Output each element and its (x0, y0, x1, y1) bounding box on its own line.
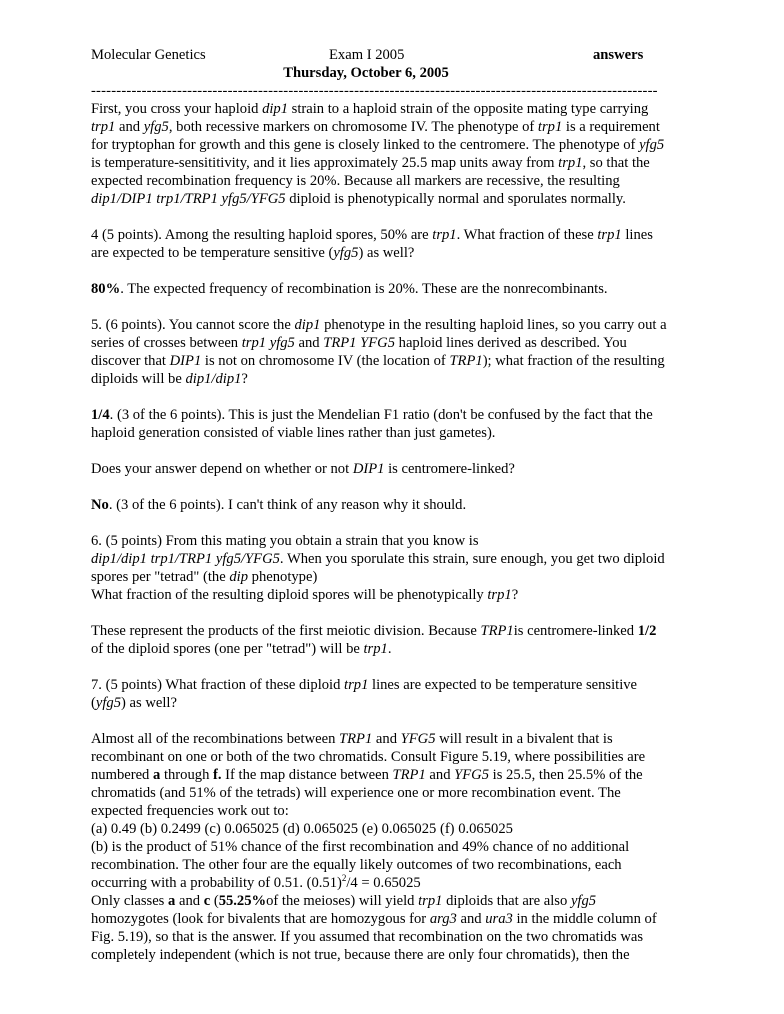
question-5b: Does your answer depend on whether or not DIP1 is centromere-linked? (91, 461, 515, 477)
question-5: 5. (6 points). You cannot score the dip1 phenotype in the resulting haploid lines, so you carry out a series of crosses between trp1 yfg5 and TRP1 YFG5 haploid lines derived as described. You discover that DIP1 is not on chromosome IV (the location of TRP1); what fraction of the resulting diploids will be dip1/dip1? (91, 317, 667, 387)
answer-6: These represent the products of the first meiotic division. Because TRP1is centromere-linked 1/2 of the diploid spores (one per "tetrad") will be trp1. (91, 623, 657, 657)
intro-paragraph: First, you cross your haploid dip1 strain to a haploid strain of the opposite mating type carrying trp1 and yfg5, both recessive markers on chromosome IV. The phenotype of trp1 is a requirement for tryptophan for growth and this gene is closely linked to the centromere. The phenotype of yfg5 is temperature-sensititivity, and it lies approximately 25.5 map units away from trp1, so that the expected recombination frequency is 20%. Because all markers are recessive, the resulting dip1/DIP1 trp1/TRP1 yfg5/YFG5 diploid is phenotypically normal and sporulates normally. (91, 101, 665, 207)
answer-7: Almost all of the recombinations between TRP1 and YFG5 will result in a bivalent that is recombinant on one or both of the two chromatids. Consult Figure 5.19, where possibilities are numbered a through f. If the map distance between TRP1 and YFG5 is 25.5, then 25.5% of the chromatids (and 51% of the tetrads) will experience one or more recombination event. The expected frequencies work out to: (a) 0.49 (b) 0.2499 (c) 0.065025 (d) 0.065025 (e) 0.065025 (f) 0.065025 (b) is the product of 51% chance of the first recombination and 49% chance of no additional recombination. The other four are the equally likely outcomes of two recombinations, each occurring with a probability of 0.51. $(0.51)^2/4 = 0.65025$ Only classes a and c (55.25%of the meioses) will yield trp1 diploids that are also yfg5 homozygotes (look for bivalents that are homozygous for arg3 and ura3 in the middle column of Fig. 5.19), so that is the answer. If you assumed that recombination on the two chromatids was completely independent (which is not true, because there are only four chromatids), then the (91, 731, 657, 963)
answer-5a: 1/4. (3 of the 6 points). This is just the Mendelian F1 ratio (don't be confused by the fact that the haploid generation consisted of viable lines rather than just gametes). (91, 407, 653, 441)
answers-label: answers (593, 47, 644, 63)
question-7: 7. (5 points) What fraction of these diploid trp1 lines are expected to be temperature sensitive (yfg5) as well? (91, 677, 638, 711)
document-header (91, 46, 671, 64)
question-6: 6. (5 points) From this mating you obtain a strain that you know is dip1/dip1 trp1/TRP1 yfg5/YFG5. When you sporulate this strain, sure enough, you get two diploid spores per "tetrad" (the dip phenotype) What fraction of the resulting diploid spores will be phenotypically trp1? (91, 533, 665, 603)
exam-document (91, 46, 671, 964)
answer-5b: No. (3 of the 6 points). I can't think of any reason why it should. (91, 497, 467, 513)
exam-title: Exam I 2005 (329, 47, 405, 63)
frequency-list: (a) 0.49 (b) 0.2499 (c) 0.065025 (d) 0.065025 (e) 0.065025 (f) 0.065025 (91, 821, 513, 837)
answer-4: 80%. The expected frequency of recombination is 20%. These are the nonrecombinants. (91, 281, 608, 297)
question-4: 4 (5 points). Among the resulting haploid spores, 50% are trp1. What fraction of these trp1 lines are expected to be temperature sensitive (yfg5) as well? (91, 227, 653, 261)
exam-date: Thursday, October 6, 2005 (283, 65, 449, 81)
course-title: Molecular Genetics (91, 47, 206, 63)
dashed-divider: ---------------------------------------------------------------------------------------------------------------- (91, 83, 658, 99)
